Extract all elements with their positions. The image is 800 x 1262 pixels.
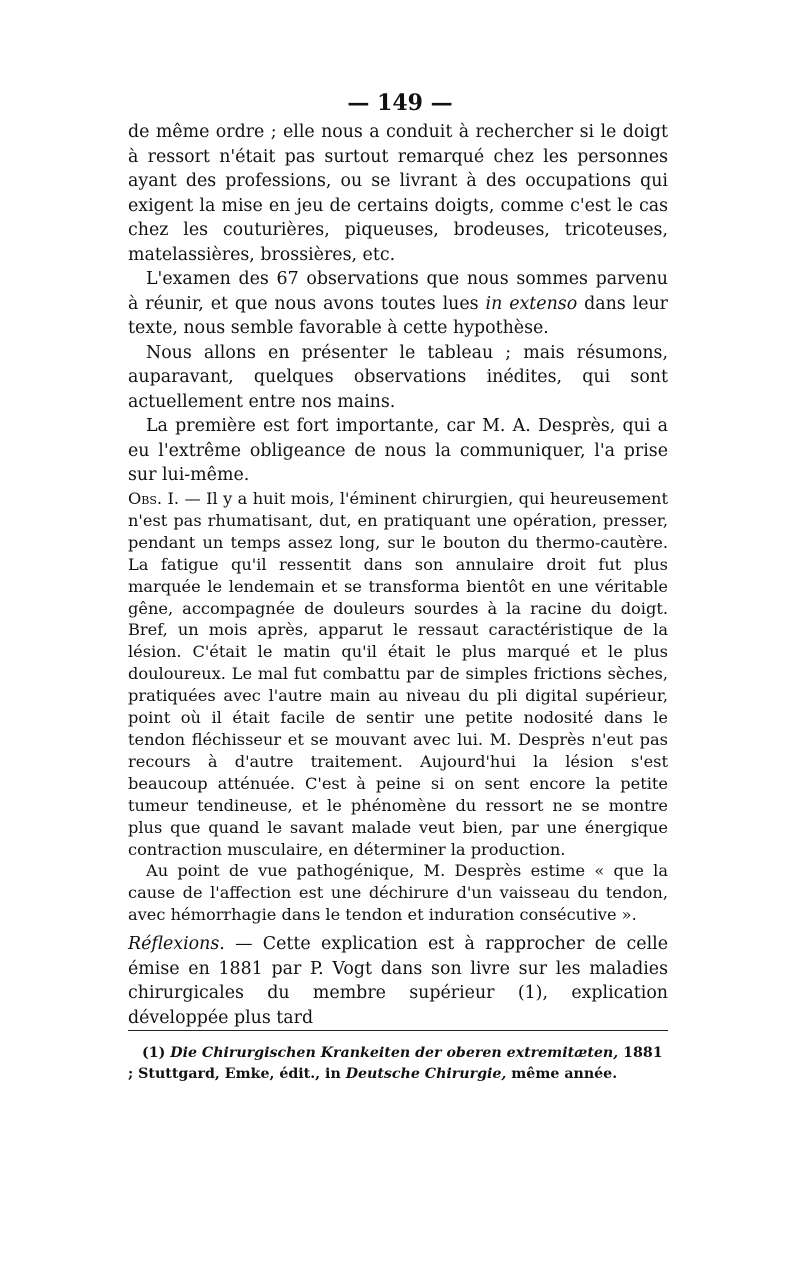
observation-label: Obs. I. bbox=[128, 489, 180, 508]
paragraph-4: La première est fort importante, car M. A. Desprès, qui a eu l'extrême obligeance de nous la communiquer, l'a prise sur lui-même. bbox=[128, 416, 668, 485]
paragraph-3: Nous allons en présenter le tableau ; mais résumons, auparavant, quelques observations inédites, qui sont actuellement entre nos mains. bbox=[128, 342, 668, 412]
paragraph-2 bbox=[128, 267, 668, 341]
reflexions-block bbox=[128, 932, 668, 1030]
footnote-mid: 1881 ; Stuttgard, Emke, édit., in bbox=[128, 1045, 663, 1082]
footnote-marker: (1) bbox=[142, 1045, 166, 1061]
observation-paragraph bbox=[128, 488, 668, 860]
observation-quote: Au point de vue pathogénique, M. Desprès estime « que la cause de l'affection est une déchirure d'un vaisseau du tendon, avec hémorrhagie dans le tendon et induration consécutive ». bbox=[128, 861, 668, 925]
italic-phrase: in extenso bbox=[485, 293, 578, 314]
paragraph-1: de même ordre ; elle nous a conduit à rechercher si le doigt à ressort n'était pas surtout remarqué chez les personnes ayant des professions, ou se livrant à des occupations qui exigent la mise en jeu de certains doigts, comme c'est le cas chez les couturières, piqueuses, brodeuses, tricoteuses, matelassières, brossières, etc. bbox=[128, 122, 668, 265]
footnote-rule bbox=[128, 1030, 668, 1031]
footnote-title-2: Deutsche Chirurgie, bbox=[345, 1066, 507, 1082]
footnote-title-1: Die Chirurgischen Krankeiten der oberen extremitæten, bbox=[170, 1045, 619, 1061]
paragraph-2-text: L'examen des 67 observations que nous sommes parvenu à réunir, et que nous avons toutes lues bbox=[128, 269, 668, 314]
footnote-end: même année. bbox=[506, 1066, 618, 1082]
main-text bbox=[128, 120, 668, 488]
paragraph-2-text-end: dans leur texte, nous semble favorable à cette hypothèse. bbox=[128, 293, 668, 338]
observation-block bbox=[128, 488, 668, 926]
page-number: — 149 — bbox=[347, 90, 453, 116]
reflexions-paragraph bbox=[128, 932, 668, 1030]
reflexions-label: Réflexions. bbox=[128, 934, 225, 954]
reflexions-text: — Cette explication est à rapprocher de celle émise en 1881 par P. Vogt dans son livre sur les maladies chirurgicales du membre supérieur (1), explication développée plus tard bbox=[128, 934, 668, 1028]
observation-text: — Il y a huit mois, l'éminent chirurgien, qui heureusement n'est pas rhumatisant, dut, en pratiquant une opération, presser, pendant un temps assez long, sur le bouton du thermo-cautère. La fatigue qu'il ressentit dans son annulaire droit fut plus marquée le lendemain et se transforma bientôt en une véritable gêne, accompagnée de douleurs sourdes à la racine du doigt. Bref, un mois après, apparut le ressaut caractéristique de la lésion. C'était le matin qu'il était le plus marqué et le plus douloureux. Le mal fut combattu par de simples frictions sèches, pratiquées avec l'autre main au niveau du pli digital supérieur, point où il était facile de sentir une petite nodosité dans le tendon fléchisseur et se mouvant avec lui. M. Desprès n'eut pas recours à d'autre traitement. Aujourd'hui la lésion s'est beaucoup atténuée. C'est à peine si on sent encore la petite tumeur tendineuse, et le phénomène du ressort ne se montre plus que quand le savant malade veut bien, par une énergique contraction musculaire, en déterminer la production. bbox=[128, 489, 668, 859]
footnote bbox=[128, 1043, 668, 1085]
